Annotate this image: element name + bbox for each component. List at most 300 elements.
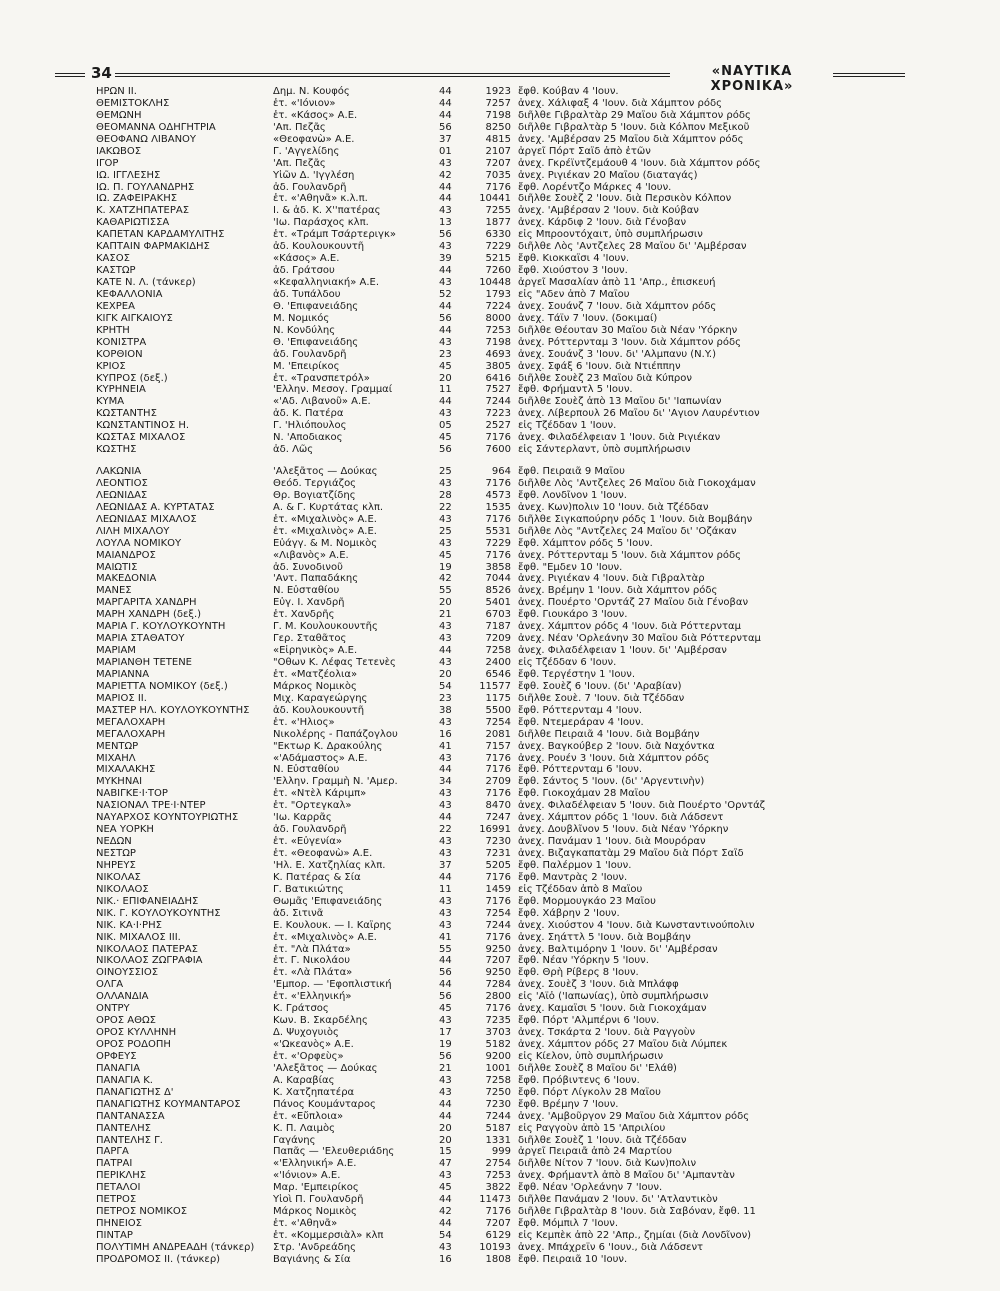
position-report: ἀνεχ. Νέαν 'Ορλεάνην 30 Μαΐου διὰ Ρόττερνταμ [518,633,761,645]
ship-name: ΛΙΛΗ ΜΙΧΑΛΟΥ [96,525,170,537]
ship-name: ΟΝΤΡΥ [96,1003,130,1015]
position-report: ἔφθ. Πειραιᾶ 9 Μαΐου [518,466,625,477]
owner-name: Νικολέρης - Παπάζογλου [273,728,398,740]
tonnage: 7198 [485,336,511,348]
owner-name: ἀδ. Λῶς [273,444,314,456]
build-year: 44 [439,109,452,121]
tonnage: 6703 [485,609,511,621]
position-report: ἀνεχ. 'Αμβέρσαν 25 Μαΐου διὰ Χάμπτον ρόδς [518,133,744,145]
ship-name: ΗΡΩΝ ΙΙ. [96,86,137,97]
tonnage: 5500 [485,704,511,716]
build-year: 55 [439,943,452,955]
build-year: 45 [439,360,452,372]
owner-name: ἐτ. «Θεοφανὼ» Α.Ε. [273,848,373,859]
owner-name: ἐτ. «Μιχαλινὸς» Α.Ε. [273,513,377,525]
tonnage: 2527 [485,420,511,432]
ship-name: ΠΕΤΑΛΟΙ [96,1182,141,1194]
ship-name: ΜΑΚΕΔΟΝΙΑ [96,573,157,585]
ship-name: ΚΑΣΤΩΡ [96,265,136,277]
ship-name: ΚΡΗΤΗ [96,324,130,336]
ship-name: ΝΙΚΟΛΑΣ [96,871,141,883]
ship-row [96,146,876,158]
build-year: 43 [439,1086,452,1098]
owner-name: Ε. Κουλουκ. — Ι. Καΐρης [273,919,392,931]
tonnage: 5187 [485,1122,511,1134]
ship-name: ΛΕΩΝΙΔΑΣ Α. ΚΥΡΤΑΤΑΣ [96,501,215,513]
ship-row [96,1051,876,1063]
owner-name: Ν. Κονδύλης [273,324,336,336]
ship-name: ΜΥΚΗΝΑΙ [96,776,143,788]
ship-row [96,991,876,1003]
ship-name: ΚΩΣΤΑΣ ΜΙΧΑΛΟΣ [96,432,186,444]
owner-name: ἐτ. «Κάσος» Α.Ε. [273,109,358,121]
position-report: διῆλθε Σουὲζ 1 'Ιουν. διὰ Τζέδδαν [518,1134,687,1146]
tonnage: 7257 [485,97,511,109]
position-report: ἔφθ. Λονδῖνον 1 'Ιουν. [518,489,627,501]
build-year: 20 [439,1134,452,1146]
position-report: ἀνεχ. Κάρδιφ 2 'Ιουν. διὰ Γένοβαν [518,217,687,229]
tonnage: 7253 [485,324,511,336]
ship-row [96,597,876,609]
build-year: 38 [439,704,452,716]
ship-row [96,502,876,514]
tonnage: 5215 [485,253,511,265]
build-year: 44 [439,181,452,193]
ship-name: Κ. ΧΑΤΖΗΠΑΤΕΡΑΣ [96,205,190,217]
build-year: 16 [439,1253,452,1265]
ship-name: ΝΕΑ ΥΟΡΚΗ [96,824,154,836]
owner-name: Μάρκος Νομικὸς [273,680,357,692]
build-year: 01 [439,145,452,157]
tonnage: 7207 [485,1218,511,1230]
build-year: 22 [439,824,452,836]
ship-name: ΝΑΥΑΡΧΟΣ ΚΟΥΝΤΟΥΡΙΩΤΗΣ [96,812,239,824]
position-report: ἀνεχ. 'Αμβοῦργον 29 Μαΐου διὰ Χάμπτον ρόδς [518,1110,750,1122]
ship-row [96,753,876,765]
ship-row [96,872,876,884]
ship-name: ΚΑΤΕ Ν. Λ. (τάνκερ) [96,277,196,288]
ship-name: ΜΕΓΑΛΟΧΑΡΗ [96,716,166,728]
ship-row [96,98,876,110]
ship-name: ΠΑΝΤΕΛΗΣ Γ. [96,1134,163,1146]
ship-row [96,717,876,729]
ship-row [96,908,876,920]
tonnage: 7527 [485,384,511,396]
build-year: 20 [439,1122,452,1134]
ship-row [96,1254,876,1266]
ship-name: ΝΙΚ.· ΕΠΙΦΑΝΕΙΑΔΗΣ [96,895,199,907]
ship-name: ΟΡΟΣ ΚΥΛΛΗΝΗ [96,1027,177,1039]
ship-row [96,265,876,277]
build-year: 43 [439,800,452,812]
build-year: 41 [439,931,452,943]
ship-name: ΚΩΣΤΑΝΤΗΣ [96,408,157,420]
journal-title: «ΝΑΥΤΙΚΑ ΧΡΟΝΙΚΑ» [710,64,794,94]
ship-name: ΝΕΔΩΝ [96,836,132,848]
build-year: 43 [439,1170,452,1182]
build-year: 41 [439,740,452,752]
ship-name: ΝΙΚΟΛΑΟΣ ΠΑΤΕΡΑΣ [96,943,198,955]
ship-name: ΜΑΙΑΝΔΡΟΣ [96,549,156,561]
ship-row [96,313,876,325]
build-year: 44 [439,300,452,312]
build-year: 13 [439,217,452,229]
ship-row [96,1123,876,1135]
tonnage: 10441 [479,193,511,205]
build-year: 43 [439,1074,452,1086]
tonnage: 4573 [485,489,511,501]
build-year: 45 [439,1182,452,1194]
build-year: 20 [439,372,452,384]
tonnage: 999 [491,1146,511,1158]
position-report: ἔφθ. Πόρτ Λίγκολν 28 Μαΐου [518,1086,661,1098]
position-report: ἀνεχ. Χάμπτον ρόδς 27 Μαΐου διὰ Λύμπεκ [518,1039,728,1050]
owner-name: «'Αδ. Λιβανοῦ» Α.Ε. [273,396,371,408]
build-year: 44 [439,1194,452,1206]
tonnage: 7600 [485,444,511,456]
ship-row [96,538,876,550]
position-report: ἀνεχ. Χάμπτον ρόδς 1 'Ιουν. διὰ Λάδσεντ [518,812,724,824]
position-report: ἔφθ. Παλέρμον 1 'Ιουν. [518,859,632,871]
ship-name: ΜΑΡΗ ΧΑΝΔΡΗ (δεξ.) [96,609,202,621]
owner-name: «'Ελληνική» Α.Ε. [273,1158,357,1170]
ship-row [96,812,876,824]
build-year: 44 [439,97,452,109]
ship-row [96,800,876,812]
position-report: ἀνεχ. Πουέρτο 'Ορντάζ 27 Μαΐου διὰ Γένοβαν [518,597,749,609]
ship-name: ΟΙΝΟΥΣΣΙΟΣ [96,967,159,979]
ship-name: ΠΑΝΤΕΛΗΣ [96,1122,151,1134]
position-report: ἔφθ. Μορμουγκάο 23 Μαΐου [518,895,656,907]
owner-name: ἀδ. Συνοδινοῦ [273,561,343,573]
page-number: 34 [91,64,112,82]
ship-row [96,896,876,908]
owner-name: «Κάσος» Α.Ε. [273,253,340,265]
tonnage: 7176 [485,477,511,489]
ship-name: ΝΙΚ. Γ. ΚΟΥΛΟΥΚΟΥΝΤΗΣ [96,907,221,919]
owner-name: ἐτ. «Κομμερσιὰλ» κλπ [273,1230,384,1241]
tonnage: 7254 [485,716,511,728]
build-year: 44 [439,396,452,408]
owner-name: ἐτ. «Τρανσπετρόλ» [273,372,370,384]
position-report: εἰς Μπροοντόχαιτ, ὑπὸ συμπλήρωσιν [518,229,703,241]
position-report: ἀνεχ. Χάμπτον ρόδς 4 'Ιουν. διὰ Ρόττερνταμ [518,621,741,633]
owner-name: «'Ιόνιον» Α.Ε. [273,1170,341,1182]
ship-row [96,170,876,182]
position-report: διῆλθε Σουὲζ ἀπὸ 13 Μαΐου δι' 'Ιαπωνίαν [518,396,722,408]
header-rule [55,76,85,77]
ship-row [96,693,876,705]
position-report: διῆλθε Γιβραλτὰρ 29 Μαΐου διὰ Χάμπτον ρόδς [518,109,751,121]
owner-name: ἐτ. Χανδρῆς [273,609,335,621]
position-report: διῆλθε Λὸς 'Αντζελες 26 Μαΐου διὰ Γιοκοχάμαν [518,477,756,489]
build-year: 45 [439,549,452,561]
owner-name: ἀδ. Τυπάλδου [273,288,341,300]
ship-row [96,550,876,562]
ship-row [96,824,876,836]
ship-name: ΜΑΡΙΑΝΘΗ ΤΕΤΕΝΕ [96,657,192,668]
tonnage: 7176 [485,752,511,764]
build-year: 05 [439,420,452,432]
owner-name: Ν. Εὐσταθίου [273,764,340,776]
ship-name: ΠΑΝΑΓΙΩΤΗΣ Δ' [96,1086,174,1098]
tonnage: 11473 [479,1194,511,1206]
build-year: 44 [439,265,452,277]
tonnage: 7224 [485,300,511,312]
ship-name: ΘΕΜΩΝΗ [96,109,142,121]
ship-name: ΚΥΜΑ [96,396,125,408]
ship-row [96,967,876,979]
build-year: 44 [439,324,452,336]
build-year: 56 [439,1050,452,1062]
owner-name: ἐτ. «'Ηλιος» [273,716,335,728]
build-year: 43 [439,1015,452,1027]
build-year: 43 [439,657,452,668]
tonnage: 7223 [485,408,511,420]
position-report: ἔφθ. Πόρτ 'Αλμπέρνι 6 'Ιουν. [518,1015,660,1027]
tonnage: 5182 [485,1039,511,1050]
tonnage: 8470 [485,800,511,812]
tonnage: 7176 [485,931,511,943]
owner-name: ἐτ. «'Ιόνιον» [273,97,336,109]
build-year: 44 [439,86,452,97]
tonnage: 7176 [485,549,511,561]
tonnage: 1923 [485,86,511,97]
ship-name: ΚΩΝΣΤΑΝΤΙΝΟΣ Η. [96,420,190,432]
tonnage: 1535 [485,501,511,513]
ship-name: ΝΙΚ. ΚΑ·Ι·ΡΗΣ [96,919,162,931]
build-year: 44 [439,979,452,991]
header-rule [115,73,670,74]
build-year: 42 [439,573,452,585]
ship-row [96,384,876,396]
ship-row [96,1146,876,1158]
position-report: ἀνεχ. Σουάνζ 7 'Ιουν. διὰ Χάμπτον ρόδς [518,300,717,312]
tonnage: 3805 [485,360,511,372]
position-report: εἰς Ραγγοὺν ἀπὸ 15 'Απριλίου [518,1122,666,1134]
build-year: 54 [439,1230,452,1241]
owner-name: Μαρ. 'Εμπειρίκος [273,1182,359,1194]
ship-list-section-1 [96,86,876,456]
ship-row [96,337,876,349]
ship-row [96,1194,876,1206]
ship-name: ΠΡΟΔΡΟΜΟΣ ΙΙ. (τάνκερ) [96,1253,221,1265]
owner-name: ἐτ. «Τράμπ Τσάρτεριγκ» [273,229,396,241]
ship-row [96,1135,876,1147]
build-year: 43 [439,513,452,525]
tonnage: 6330 [485,229,511,241]
position-report: διῆλθε Πανάμαν 2 'Ιουν. δι' 'Ατλαντικὸν [518,1194,718,1206]
position-report: διῆλθε Σουὲ. 7 'Ιουν. διὰ Τζέδδαν [518,692,685,704]
position-report: διῆλθε Σουὲζ 23 Μαΐου διὰ Κύπρον [518,372,692,384]
position-report: ἔφθ. Σάντος 5 'Ιουν. (δι' 'Αργεντινὴν) [518,776,705,788]
ship-row [96,182,876,194]
ship-row [96,932,876,944]
tonnage: 7044 [485,573,511,585]
tonnage: 5205 [485,859,511,871]
owner-name: 'Απ. Πεζᾶς [273,121,326,133]
ship-row [96,621,876,633]
ship-row [96,205,876,217]
ship-row [96,979,876,991]
position-report: ἀνεχ. Τσκάρτα 2 'Ιουν. διὰ Ραγγοὺν [518,1027,696,1039]
ship-row [96,1218,876,1230]
build-year: 43 [439,836,452,848]
build-year: 43 [439,621,452,633]
owner-name: Α. Καραβίας [273,1074,335,1086]
position-report: ἀνεχ. Χιούστον 4 'Ιουν. διὰ Κωνσταντινούπολιν [518,919,755,931]
tonnage: 7247 [485,812,511,824]
position-report: ἔφθ. Ντεμεράραν 4 'Ιουν. [518,716,644,728]
header-rule [55,73,85,74]
tonnage: 7231 [485,848,511,859]
owner-name: 'Εμπορ. — 'Εφοπλιστική [273,979,392,991]
position-report: διῆλθε Νίτον 7 'Ιουν. διὰ Κων)πολιν [518,1158,697,1170]
build-year: 56 [439,312,452,324]
tonnage: 7176 [485,513,511,525]
position-report: ἀνεχ. Ριγιέκαν 20 Μαΐου (διαταγάς) [518,169,698,181]
tonnage: 10193 [479,1241,511,1253]
position-report: ἀνεχ. Βρέμην 1 'Ιουν. διὰ Χάμπτον ρόδς [518,585,718,597]
build-year: 22 [439,501,452,513]
build-year: 54 [439,680,452,692]
position-report: διῆλθε Λὸς "Αντζελες 24 Μαΐου δι' 'Οζάκαν [518,525,737,537]
owner-name: Κ. Γράτσος [273,1003,329,1015]
ship-row [96,1242,876,1254]
ship-name: ΠΟΛΥΤΙΜΗ ΑΝΔΡΕΑΔΗ (τάνκερ) [96,1241,255,1253]
ship-name: ΚΟΡΘΙΟΝ [96,348,143,360]
tonnage: 2709 [485,776,511,788]
position-report: ἔφθ. Χιούστον 3 'Ιουν. [518,265,628,277]
ship-row [96,1170,876,1182]
ship-name: ΠΑΝΑΓΙΩΤΗΣ ΚΟΥΜΑΝΤΑΡΟΣ [96,1098,241,1110]
build-year: 56 [439,444,452,456]
tonnage: 2400 [485,657,511,668]
owner-name: Γαγάνης [273,1134,316,1146]
tonnage: 7176 [485,181,511,193]
position-report: εἰς Τζέδδαν ἀπὸ 8 Μαΐου [518,883,643,895]
tonnage: 3858 [485,561,511,573]
ship-row [96,217,876,229]
ship-name: ΜΑΡΙΑ Γ. ΚΟΥΛΟΥΚΟΥΝΤΗ [96,621,226,633]
position-report: ἔφθ. Χάμπτον ρόδς 5 'Ιουν. [518,537,653,549]
tonnage: 7176 [485,432,511,444]
owner-name: Παπᾶς — 'Ελευθεριάδης [273,1146,395,1158]
ship-row [96,1111,876,1123]
tonnage: 7255 [485,205,511,217]
owner-name: Θ. 'Επιφανειάδης [273,336,359,348]
ship-name: ΠΑΝΑΓΙΑ Κ. [96,1074,153,1086]
ship-name: ΜΑΣΤΕΡ ΗΛ. ΚΟΥΛΟΥΚΟΥΝΤΗΣ [96,704,250,716]
owner-name: Γ. 'Ηλιόπουλος [273,420,347,432]
owner-name: ἀδ. Γράτσου [273,265,335,277]
build-year: 43 [439,477,452,489]
owner-name: Κων. Β. Σκαρδέλης [273,1015,368,1027]
ship-name: ΚΕΧΡΕΑ [96,300,135,312]
build-year: 11 [439,883,452,895]
position-report: εἰς Κεμπὲκ ἀπὸ 22 'Απρ., ζημίαι (διὰ Λονδῖνον) [518,1230,752,1241]
build-year: 43 [439,537,452,549]
build-year: 56 [439,121,452,133]
position-report: διῆλθε Θέουταν 30 Μαΐου διὰ Νέαν 'Υόρκην [518,324,738,336]
tonnage: 1459 [485,883,511,895]
owner-name: Γερ. Σταθᾶτος [273,633,347,645]
ship-row [96,669,876,681]
position-report: ἔφθ. Χάβρην 2 'Ιουν. [518,907,620,919]
owner-name: «'Αδάμαστος» Α.Ε. [273,752,368,764]
position-report: ἀνεχ. Μπάχρεϊν 6 'Ιουν., διὰ Λάδσεντ [518,1241,704,1253]
owner-name: "Οθων Κ. Λέφας Τετενὲς [273,657,396,668]
ship-row [96,253,876,265]
ship-name: ΛΑΚΩΝΙΑ [96,466,142,477]
ship-name: ΠΙΝΤΑΡ [96,1230,133,1241]
ship-row [96,1003,876,1015]
position-report: ἀνεχ. Βιζαγκαπατὰμ 29 Μαΐου διὰ Πόρτ Σαΐδ [518,848,744,859]
tonnage: 7176 [485,1003,511,1015]
ship-name: ΜΑΡΙΑΜ [96,645,136,657]
owner-name: Γ. 'Αγγελίδης [273,145,340,157]
ship-name: ΚΥΡΗΝΕΙΑ [96,384,146,396]
build-year: 44 [439,193,452,205]
owner-name: ἀδ. Σιτινᾶ [273,907,324,919]
owner-name: Υἱῶν Δ. 'Ιγγλέση [273,169,355,181]
ship-row [96,1015,876,1027]
build-year: 37 [439,859,452,871]
tonnage: 7176 [485,788,511,800]
ship-name: ΟΡΟΣ ΑΘΩΣ [96,1015,156,1027]
ship-row [96,562,876,574]
tonnage: 1877 [485,217,511,229]
position-report: ἀνεχ. Καμαΐσι 5 'Ιουν. διὰ Γιοκοχάμαν [518,1003,707,1015]
ship-name: ΚΑΘΑΡΙΩΤΙΣΣΑ [96,217,170,229]
ship-row [96,1087,876,1099]
ship-name: ΛΕΩΝΙΔΑΣ [96,489,148,501]
owner-name: Θωμᾶς 'Επιφανειάδης [273,895,383,907]
ship-name: ΚΩΣΤΗΣ [96,444,137,456]
position-report: εἰς 'Αϊὀ ('Ιαπωνίας), ὑπὸ συμπλήρωσιν [518,991,709,1003]
position-report: ἀνεχ. Τάϊν 7 'Ιουν. (δοκιμαί) [518,312,658,324]
owner-name: «Εἰρηνικὸς» Α.Ε. [273,645,358,657]
owner-name: ἐτ. «'Αθηνᾶ» κ.λ.π. [273,193,368,205]
ship-row [96,1039,876,1051]
tonnage: 7230 [485,1098,511,1110]
position-report: διῆλθε Σουὲζ 8 Μαΐου δι' 'Ελάθ) [518,1062,677,1074]
position-report: ἀνεχ. Ρουέν 3 'Ιουν. διὰ Χάμπτον ρόδς [518,752,710,764]
position-report: ἔφθ. Γιοκοχάμαν 28 Μαΐου [518,788,651,800]
position-report: ἔφθ. Μαντρὰς 2 'Ιουν. [518,871,628,883]
build-year: 56 [439,229,452,241]
position-report: ἀνεχ. Γκρέϊντζεμάουθ 4 'Ιουν. διὰ Χάμπτον ρόδς [518,157,761,169]
owner-name: ἐτ. "Ορτεγκαλ» [273,800,352,812]
ship-row [96,609,876,621]
tonnage: 8000 [485,312,511,324]
tonnage: 9250 [485,943,511,955]
owner-name: ἐτ. «Μιχαλινὸς» Α.Ε. [273,931,377,943]
build-year: 25 [439,466,452,477]
build-year: 43 [439,907,452,919]
ship-name: ΝΙΚΟΛΑΟΣ ΖΩΓΡΑΦΙΑ [96,955,203,967]
ship-row [96,836,876,848]
position-report: ἔφθ. "Εμδεν 10 'Ιουν. [518,561,623,573]
build-year: 44 [439,645,452,657]
tonnage: 9250 [485,967,511,979]
ship-name: ΙΩ. ΖΑΦΕΙΡΑΚΗΣ [96,193,178,205]
ship-name: ΜΕΝΤΩΡ [96,740,139,752]
build-year: 43 [439,788,452,800]
position-report: ἔφθ. Λορέντζο Μάρκες 4 'Ιουν. [518,181,672,193]
ship-row [96,490,876,502]
tonnage: 2081 [485,728,511,740]
